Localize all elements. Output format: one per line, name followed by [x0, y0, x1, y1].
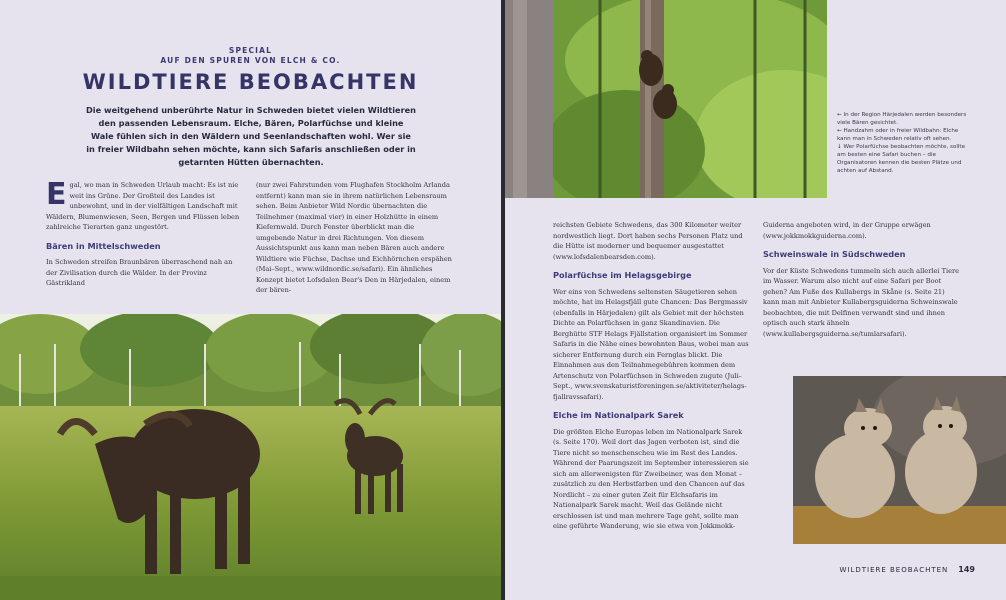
paragraph-baeren: In Schweden streifen Braunbären überraschend nah an der Zivilisation durch die Wälder. In der Provinz Gästrikland: [46, 258, 233, 287]
intro-paragraph: Die weitgehend unberührte Natur in Schweden bietet vielen Wildtieren den passenden Lebensraum. Elche, Bären, Polarfüchse und kleine Wale fühlen sich in den Wäldern und Seenlandschaften wohl. Wer sie in freier Wildbahn sehen möchte, kann sich Safaris anschließen oder in getarnten Hütten übernachten.: [86, 105, 416, 167]
caption-foxes: ↓ Wer Polarfüchse beobachten möchte, sollte am besten eine Safari buchen – die Organisatoren kennen die besten Plätze und achten auf Abstand.: [837, 144, 966, 174]
heading-baeren: Bären in Mittelschweden: [46, 240, 161, 251]
special-subtitle: AUF DEN SPUREN VON ELCH & CO.: [160, 56, 341, 65]
opening-paragraph: [46, 177, 242, 233]
arctic-fox-photo: [793, 376, 1006, 544]
paragraph-jokkmokk: Guiderna angeboten wird, in der Gruppe erwägen (www.jokkmokkguiderna.com).: [763, 221, 931, 240]
right-column-1: [553, 220, 751, 532]
paragraph-schweinswale: Vor der Küste Schwedens tummeln sich auch allerlei Tiere im Wasser. Warum also nicht auf eine Safari per Boot gehen? Am Fuße des Kullabergs in Skåne (s. Seite 21) kann man mit Anbieter Kullabergsguiderna Schweinswale beobachten, die mit Delfinen verwandt sind und ihnen optisch auch stark ähneln (www.kullabergsguiderna.se/tumlarsafari).: [763, 266, 960, 338]
running-title: WILDTIERE BEOBACHTEN: [839, 566, 949, 574]
special-label: SPECIAL: [228, 46, 273, 55]
moose-photo: [0, 314, 501, 600]
left-column-2: [256, 180, 452, 296]
page-title: WILDTIERE BEOBACHTEN: [82, 70, 419, 94]
paragraph-polarfuechse: Wer eins von Schwedens seltensten Säugetieren sehen möchte, hat im Helagsfjäll gute Chancen: Das Bergmassiv (ebenfalls in Härjedalen) gilt als Gebiet mit der höchsten Dichte an Polarfüchsen in ganz Skandinavien. Die Berghütte STF Helags Fjällstation organisiert im Sommer Safaris in die Nähe eines bewohnten Baus, wobei man aus sicherer Entfernung durch ein Fernglas blickt. Die Einnahmen aus den Teilnahmegebühren kommen dem Artenschutz von Polarfüchsen in Schweden zugute (Juli–Sept., www.svenskaturistforeningen.se/aktiviteter/helags-fjallravssafari).: [553, 287, 749, 401]
right-page: [505, 0, 1006, 600]
drop-cap: E: [46, 177, 67, 212]
footer: [835, 565, 975, 574]
caption-bears: ← In der Region Härjedalen werden besonders viele Bären gesichtet.: [837, 112, 967, 126]
opening-paragraph-text: gal, wo man in Schweden Urlaub macht: Es ist nie weit ins Grüne. Der Großteil des Landes ist unbewohnt, und in der vielfältigen Landschaft mit Wäldern, Blumenwiesen, Seen, Bergen und Flüssen leben zahlreiche Tierarten ganz ungestört.: [46, 181, 240, 231]
bear-photo: [505, 0, 827, 198]
heading-schweinswale: Schweinswale in Südschweden: [763, 249, 906, 259]
photo-caption: [837, 111, 967, 175]
caption-moose: ← Handzahm oder in freier Wildbahn: Elche kann man in Schweden relativ oft sehen.: [837, 128, 959, 142]
left-column-1: [46, 177, 242, 289]
right-column-2: [763, 220, 961, 339]
heading-elche-sarek: Elche im Nationalpark Sarek: [553, 410, 684, 420]
paragraph-lofsdalen: reichsten Gebiete Schwedens, das 300 Kilometer weiter nordwestlich liegt. Dort haben sechs Personen Platz und die Hütte ist moderner und bequemer ausgestattet (www.lofsdalenbearsden.com).: [553, 221, 743, 261]
heading-polarfuechse: Polarfüchse im Helagsgebirge: [553, 270, 692, 280]
page-number: 149: [958, 565, 975, 574]
paragraph-wild-nordic: (nur zwei Fahrstunden vom Flughafen Stockholm Arlanda entfernt) kann man sie in ihrem natürlichen Lebensraum sehen. Beim Anbieter Wild Nordic übernachten die Teilnehmer (maximal vier) in einer Holzhütte in einem Kiefernwald. Durch Fenster überblickt man die umgebende Natur in drei Richtungen. Von diesem Aussichtspunkt aus kann man neben Bären auch andere Wildtiere wie Füchse, Dachse und Eichhörnchen erspähen (Mai–Sept., www.wildnordic.se/safari). Ein ähnliches Konzept bietet Lofsdalen Bear's Den in Härjedalen, einem der bären-: [256, 181, 452, 294]
left-page: [0, 0, 501, 600]
paragraph-elche-sarek: Die größten Elche Europas leben im Nationalpark Sarek (s. Seite 170). Weil dort das Jagen verboten ist, sind die Tiere nicht so menschenscheu wie im Rest des Landes. Während der Paarungszeit im September interessieren sie sich am allerwenigsten für Zweibeiner, was den Monat – zusätzlich zu den Herbstfarben und den Chancen auf das Nordlicht – zu einer guten Zeit für Elchsafaris im Nationalpark Sarek macht. Weil das Gelände nicht erschlossen ist und man mehrere Tage geht, sollte man eine geführte Wanderung, wie sie etwa von Jokkmokk-: [553, 427, 749, 530]
